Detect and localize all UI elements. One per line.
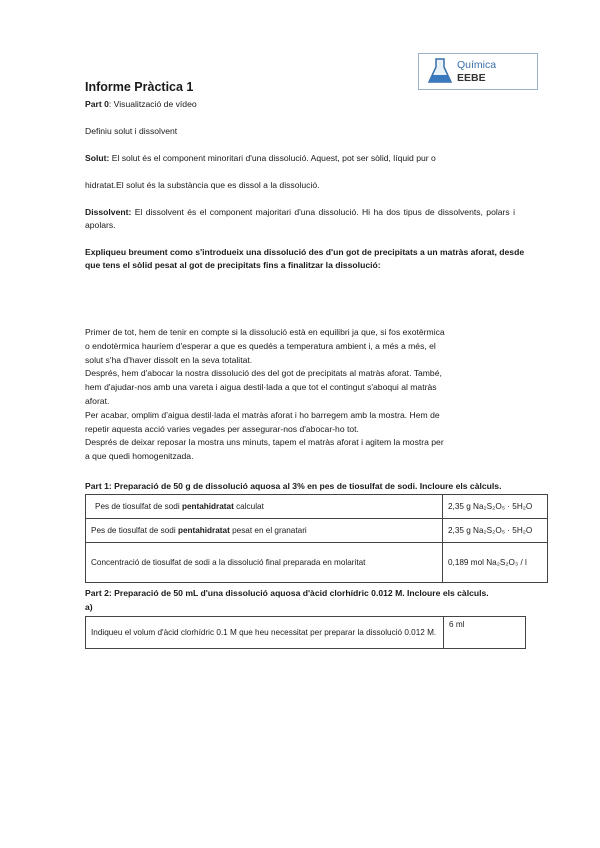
part2-sub: a) bbox=[85, 602, 93, 612]
dissolvent-paragraph: Dissolvent: El dissolvent és el component majoritari d'una dissolució. Hi ha dos tipus de dissolvents, polars i apolars. bbox=[85, 207, 515, 230]
part0-heading: Part 0: Visualització de vídeo bbox=[85, 99, 197, 109]
definiu-text: Definiu solut i dissolvent bbox=[85, 126, 178, 136]
table-cell-label: Pes de tiosulfat de sodi pentahidratat pesat en el granatari bbox=[86, 519, 443, 543]
table-row bbox=[86, 543, 548, 583]
table-cell-value: 6 ml bbox=[444, 617, 526, 649]
answer-line: o endotèrmica hauríem d'esperar a que es quedés a temperatura ambient i, a més a més, el bbox=[85, 340, 436, 351]
logo bbox=[418, 53, 538, 90]
part1-table bbox=[85, 494, 548, 583]
logo-line2: EEBE bbox=[457, 72, 486, 84]
table-row bbox=[86, 495, 548, 519]
table-cell-value: 2,35 g Na₂S₂O₅ · 5H₂O bbox=[443, 519, 548, 543]
part2-table bbox=[85, 616, 526, 649]
table-cell-label: Concentració de tiosulfat de sodi a la dissolució final preparada en molaritat bbox=[86, 543, 443, 583]
answer-line: repetir aquesta acció varies vegades per assegurar-nos d'abocar-ho tot. bbox=[85, 423, 359, 434]
logo-line1: Química bbox=[457, 59, 497, 71]
table-cell-label: Indiqueu el volum d'àcid clorhídric 0.1 M que heu necessitat per preparar la dissolució 0.012 M. bbox=[86, 617, 444, 649]
answer-text bbox=[85, 326, 525, 464]
table-cell-value: 2,35 g Na₂S₂O₅ · 5H₂O bbox=[443, 495, 548, 519]
part1-heading: Part 1: Preparació de 50 g de dissolució aquosa al 3% en pes de tiosulfat de sodi. Incloure els càlculs. bbox=[85, 481, 502, 491]
table-row bbox=[86, 617, 526, 649]
part2-heading: Part 2: Preparació de 50 mL d'una dissolució aquosa d'àcid clorhídric 0.012 M. Incloure els càlculs. bbox=[85, 588, 489, 598]
answer-line: hem d'ajudar-nos amb una vareta i aigua destil·lada a que tot el contingut s'aboqui al matràs bbox=[85, 382, 437, 393]
solut-paragraph: Solut: El solut és el component minoritari d'una dissolució. Aquest, pot ser sòlid, líquid pur o bbox=[85, 153, 436, 163]
flask-icon bbox=[427, 57, 453, 85]
table-cell-label: Pes de tiosulfat de sodi pentahidratat calculat bbox=[86, 495, 443, 519]
answer-line: Primer de tot, hem de tenir en compte si la dissolució està en equilibri ja que, si fos exotèrmica bbox=[85, 327, 445, 337]
table-row bbox=[86, 519, 548, 543]
answer-line: solut s'ha d'haver dissolt en la seva totalitat. bbox=[85, 354, 253, 365]
answer-line: aforat. bbox=[85, 395, 110, 406]
table-cell-value: 0,189 mol Na₂S₂O₃ / l bbox=[443, 543, 548, 583]
answer-line: Després, hem d'abocar la nostra dissolució des del got de precipitats al matràs aforat. També, bbox=[85, 368, 442, 379]
question-text: Expliqueu breument como s'introdueix una dissolució des d'un got de precipitats a un matràs aforat, desde que tens el sòlid pesat al got de precipitats fins a finalitzar la dissolució: bbox=[85, 247, 525, 270]
answer-line: Després de deixar reposar la mostra uns minuts, tapem el matràs aforat i agitem la mostra per bbox=[85, 437, 444, 448]
solut-paragraph-cont: hidratat.El solut és la substància que es dissol a la dissolució. bbox=[85, 180, 320, 190]
page-title: Informe Pràctica 1 bbox=[85, 80, 194, 94]
answer-line: Per acabar, omplim d'aigua destil·lada el matràs aforat i ho barregem amb la mostra. Hem de bbox=[85, 409, 440, 420]
answer-line: a que quedi homogenitzada. bbox=[85, 451, 194, 462]
